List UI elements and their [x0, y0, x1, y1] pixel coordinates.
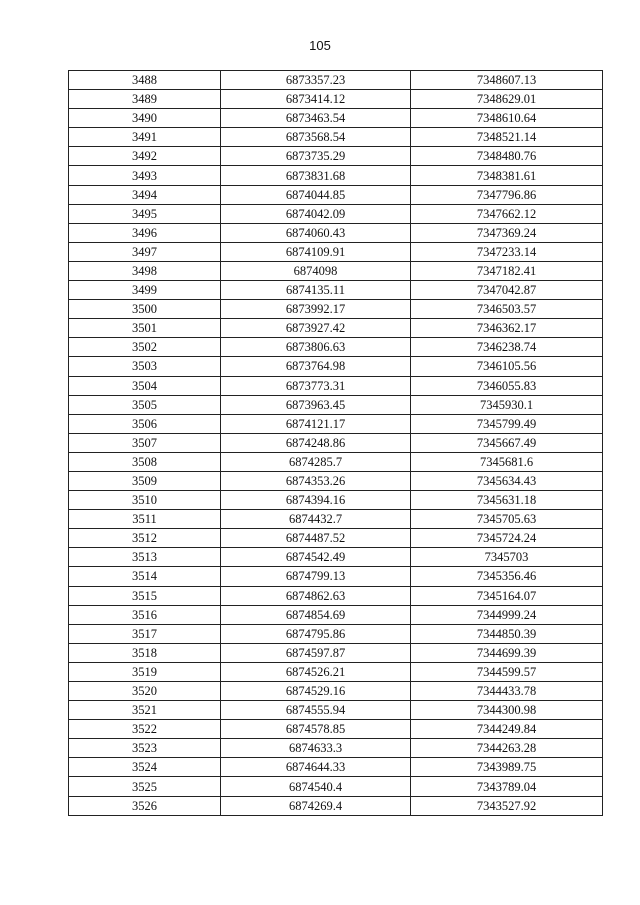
x-coordinate-cell: 6874044.85: [221, 185, 411, 204]
y-coordinate-cell: 7345356.46: [411, 567, 603, 586]
y-coordinate-cell: 7345634.43: [411, 471, 603, 490]
point-number-cell: 3508: [69, 452, 221, 471]
table-row: [69, 433, 603, 452]
x-coordinate-cell: 6874799.13: [221, 567, 411, 586]
point-number-cell: 3494: [69, 185, 221, 204]
x-coordinate-cell: 6873963.45: [221, 395, 411, 414]
point-number-cell: 3515: [69, 586, 221, 605]
x-coordinate-cell: 6873357.23: [221, 71, 411, 90]
y-coordinate-cell: 7345631.18: [411, 491, 603, 510]
point-number-cell: 3516: [69, 605, 221, 624]
x-coordinate-cell: 6874862.63: [221, 586, 411, 605]
x-coordinate-cell: 6874060.43: [221, 223, 411, 242]
point-number-cell: 3504: [69, 376, 221, 395]
point-number-cell: 3517: [69, 624, 221, 643]
point-number-cell: 3506: [69, 414, 221, 433]
x-coordinate-cell: 6873735.29: [221, 147, 411, 166]
table-row: [69, 242, 603, 261]
table-row: [69, 338, 603, 357]
point-number-cell: 3491: [69, 128, 221, 147]
point-number-cell: 3488: [69, 71, 221, 90]
y-coordinate-cell: 7346362.17: [411, 319, 603, 338]
y-coordinate-cell: 7347042.87: [411, 281, 603, 300]
y-coordinate-cell: 7346503.57: [411, 300, 603, 319]
table-row: [69, 491, 603, 510]
table-row: [69, 605, 603, 624]
table-row: [69, 452, 603, 471]
point-number-cell: 3524: [69, 758, 221, 777]
y-coordinate-cell: 7343789.04: [411, 777, 603, 796]
point-number-cell: 3499: [69, 281, 221, 300]
y-coordinate-cell: 7344699.39: [411, 643, 603, 662]
x-coordinate-cell: 6874109.91: [221, 242, 411, 261]
x-coordinate-cell: 6874854.69: [221, 605, 411, 624]
table-row: [69, 624, 603, 643]
x-coordinate-cell: 6874542.49: [221, 548, 411, 567]
y-coordinate-cell: 7345164.07: [411, 586, 603, 605]
x-coordinate-cell: 6874285.7: [221, 452, 411, 471]
table-row: [69, 281, 603, 300]
table-row: [69, 357, 603, 376]
point-number-cell: 3522: [69, 720, 221, 739]
y-coordinate-cell: 7344300.98: [411, 701, 603, 720]
point-number-cell: 3523: [69, 739, 221, 758]
x-coordinate-cell: 6873414.12: [221, 90, 411, 109]
table-row: [69, 376, 603, 395]
point-number-cell: 3525: [69, 777, 221, 796]
x-coordinate-cell: 6874633.3: [221, 739, 411, 758]
y-coordinate-cell: 7345705.63: [411, 510, 603, 529]
y-coordinate-cell: 7348480.76: [411, 147, 603, 166]
x-coordinate-cell: 6873568.54: [221, 128, 411, 147]
table-row: [69, 204, 603, 223]
x-coordinate-cell: 6874540.4: [221, 777, 411, 796]
point-number-cell: 3500: [69, 300, 221, 319]
table-row: [69, 739, 603, 758]
y-coordinate-cell: 7346238.74: [411, 338, 603, 357]
table-row: [69, 510, 603, 529]
y-coordinate-cell: 7348610.64: [411, 109, 603, 128]
table-row: [69, 395, 603, 414]
y-coordinate-cell: 7344433.78: [411, 682, 603, 701]
point-number-cell: 3497: [69, 242, 221, 261]
x-coordinate-cell: 6873992.17: [221, 300, 411, 319]
y-coordinate-cell: 7347662.12: [411, 204, 603, 223]
table-row: [69, 319, 603, 338]
x-coordinate-cell: 6874098: [221, 261, 411, 280]
y-coordinate-cell: 7346105.56: [411, 357, 603, 376]
x-coordinate-cell: 6873806.63: [221, 338, 411, 357]
table-row: [69, 682, 603, 701]
table-row: [69, 643, 603, 662]
point-number-cell: 3502: [69, 338, 221, 357]
point-number-cell: 3490: [69, 109, 221, 128]
y-coordinate-cell: 7344999.24: [411, 605, 603, 624]
y-coordinate-cell: 7345681.6: [411, 452, 603, 471]
point-number-cell: 3514: [69, 567, 221, 586]
point-number-cell: 3512: [69, 529, 221, 548]
point-number-cell: 3507: [69, 433, 221, 452]
table-row: [69, 261, 603, 280]
table-row: [69, 414, 603, 433]
table-row: [69, 586, 603, 605]
x-coordinate-cell: 6874578.85: [221, 720, 411, 739]
y-coordinate-cell: 7346055.83: [411, 376, 603, 395]
table-row: [69, 71, 603, 90]
x-coordinate-cell: 6874432.7: [221, 510, 411, 529]
point-number-cell: 3519: [69, 662, 221, 681]
y-coordinate-cell: 7345724.24: [411, 529, 603, 548]
y-coordinate-cell: 7344249.84: [411, 720, 603, 739]
table-row: [69, 701, 603, 720]
x-coordinate-cell: 6873463.54: [221, 109, 411, 128]
point-number-cell: 3526: [69, 796, 221, 815]
x-coordinate-cell: 6874394.16: [221, 491, 411, 510]
x-coordinate-cell: 6874121.17: [221, 414, 411, 433]
y-coordinate-cell: 7345667.49: [411, 433, 603, 452]
x-coordinate-cell: 6873773.31: [221, 376, 411, 395]
table-row: [69, 185, 603, 204]
table-row: [69, 166, 603, 185]
y-coordinate-cell: 7348629.01: [411, 90, 603, 109]
table-row: [69, 758, 603, 777]
point-number-cell: 3513: [69, 548, 221, 567]
coordinates-table: [68, 70, 603, 816]
table-row: [69, 300, 603, 319]
page-number: 105: [309, 38, 331, 53]
x-coordinate-cell: 6873764.98: [221, 357, 411, 376]
table-row: [69, 777, 603, 796]
table-row: [69, 529, 603, 548]
point-number-cell: 3520: [69, 682, 221, 701]
y-coordinate-cell: 7348607.13: [411, 71, 603, 90]
x-coordinate-cell: 6874529.16: [221, 682, 411, 701]
point-number-cell: 3492: [69, 147, 221, 166]
table-row: [69, 567, 603, 586]
point-number-cell: 3505: [69, 395, 221, 414]
y-coordinate-cell: 7348521.14: [411, 128, 603, 147]
y-coordinate-cell: 7345930.1: [411, 395, 603, 414]
table-row: [69, 796, 603, 815]
x-coordinate-cell: 6874555.94: [221, 701, 411, 720]
table-row: [69, 471, 603, 490]
x-coordinate-cell: 6874042.09: [221, 204, 411, 223]
y-coordinate-cell: 7347233.14: [411, 242, 603, 261]
point-number-cell: 3498: [69, 261, 221, 280]
x-coordinate-cell: 6874487.52: [221, 529, 411, 548]
table-row: [69, 223, 603, 242]
y-coordinate-cell: 7344599.57: [411, 662, 603, 681]
point-number-cell: 3493: [69, 166, 221, 185]
x-coordinate-cell: 6874269.4: [221, 796, 411, 815]
x-coordinate-cell: 6874795.86: [221, 624, 411, 643]
point-number-cell: 3509: [69, 471, 221, 490]
table-row: [69, 147, 603, 166]
point-number-cell: 3518: [69, 643, 221, 662]
point-number-cell: 3489: [69, 90, 221, 109]
point-number-cell: 3496: [69, 223, 221, 242]
y-coordinate-cell: 7344850.39: [411, 624, 603, 643]
y-coordinate-cell: 7347796.86: [411, 185, 603, 204]
coordinates-table-body: [69, 71, 603, 816]
x-coordinate-cell: 6874248.86: [221, 433, 411, 452]
x-coordinate-cell: 6874644.33: [221, 758, 411, 777]
x-coordinate-cell: 6873927.42: [221, 319, 411, 338]
x-coordinate-cell: 6874353.26: [221, 471, 411, 490]
table-row: [69, 128, 603, 147]
point-number-cell: 3510: [69, 491, 221, 510]
y-coordinate-cell: 7345703: [411, 548, 603, 567]
y-coordinate-cell: 7347369.24: [411, 223, 603, 242]
point-number-cell: 3495: [69, 204, 221, 223]
x-coordinate-cell: 6874526.21: [221, 662, 411, 681]
y-coordinate-cell: 7343527.92: [411, 796, 603, 815]
x-coordinate-cell: 6874597.87: [221, 643, 411, 662]
y-coordinate-cell: 7347182.41: [411, 261, 603, 280]
table-row: [69, 90, 603, 109]
y-coordinate-cell: 7343989.75: [411, 758, 603, 777]
table-row: [69, 548, 603, 567]
table-row: [69, 720, 603, 739]
x-coordinate-cell: 6874135.11: [221, 281, 411, 300]
point-number-cell: 3521: [69, 701, 221, 720]
y-coordinate-cell: 7348381.61: [411, 166, 603, 185]
point-number-cell: 3501: [69, 319, 221, 338]
table-row: [69, 662, 603, 681]
point-number-cell: 3511: [69, 510, 221, 529]
y-coordinate-cell: 7344263.28: [411, 739, 603, 758]
x-coordinate-cell: 6873831.68: [221, 166, 411, 185]
y-coordinate-cell: 7345799.49: [411, 414, 603, 433]
table-row: [69, 109, 603, 128]
point-number-cell: 3503: [69, 357, 221, 376]
